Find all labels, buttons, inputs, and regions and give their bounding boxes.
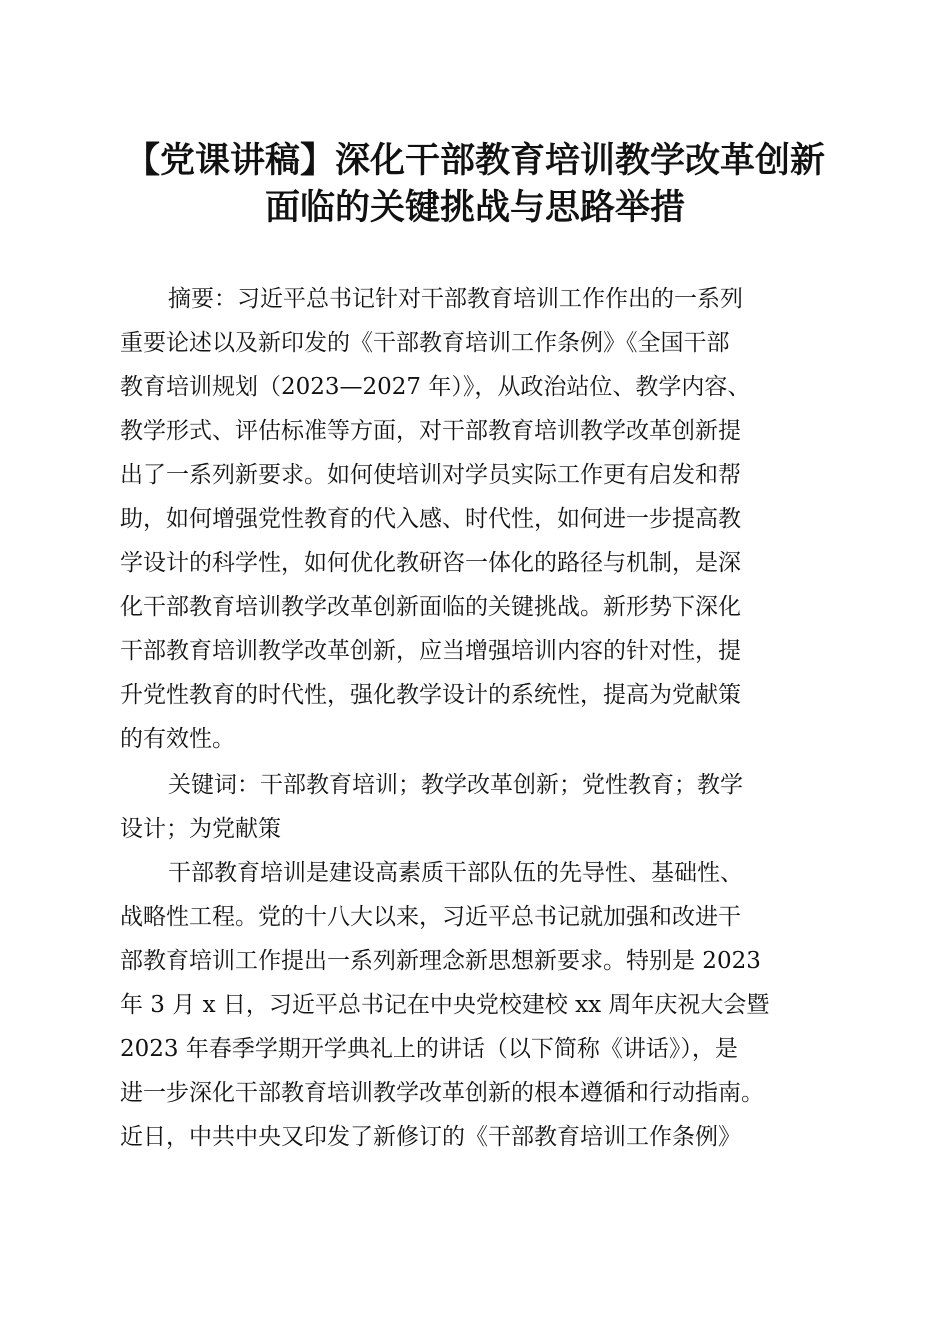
- abstract-line-3: 教育培训规划（2023—2027 年）》，从政治站位、教学内容、: [120, 374, 751, 400]
- paragraph-line-2: 战略性工程。党的十八大以来，习近平总书记就加强和改进干: [120, 904, 741, 930]
- paragraph-line-4: 年 3 月 x 日，习近平总书记在中央党校建校 xx 周年庆祝大会暨: [120, 992, 770, 1018]
- abstract-line-6: 助，如何增强党性教育的代入感、时代性，如何进一步提高教: [120, 506, 741, 532]
- abstract-line-10: 升党性教育的时代性，强化教学设计的系统性，提高为党献策: [120, 682, 741, 708]
- paragraph-line-5: 2023 年春季学期开学典礼上的讲话（以下简称《讲话》），是: [120, 1036, 738, 1062]
- document-title-line-1: 【党课讲稿】深化干部教育培训教学改革创新: [124, 140, 825, 181]
- abstract-line-7: 学设计的科学性，如何优化教研咨一体化的路径与机制，是深: [120, 550, 741, 576]
- abstract-line-5: 出了一系列新要求。如何使培训对学员实际工作更有启发和帮: [120, 462, 741, 488]
- paragraph-line-1: 干部教育培训是建设高素质干部队伍的先导性、基础性、: [168, 860, 743, 886]
- abstract-line-9: 干部教育培训教学改革创新，应当增强培训内容的针对性，提: [120, 638, 741, 664]
- abstract-line-4: 教学形式、评估标准等方面，对干部教育培训教学改革创新提: [120, 418, 741, 444]
- abstract-line-8: 化干部教育培训教学改革创新面临的关键挑战。新形势下深化: [120, 594, 741, 620]
- document-title-line-2: 面临的关键挑战与思路举措: [264, 187, 685, 228]
- document-body: [120, 278, 840, 1158]
- keywords-line-2: 设计；为党献策: [120, 816, 281, 842]
- keywords-line-1: 关键词：干部教育培训；教学改革创新；党性教育；教学: [168, 772, 743, 798]
- abstract-line-2: 重要论述以及新印发的《干部教育培训工作条例》《全国干部: [120, 330, 730, 356]
- paragraph-line-3: 部教育培训工作提出一系列新理念新思想新要求。特别是 2023: [120, 948, 761, 974]
- paragraph-line-6: 进一步深化干部教育培训教学改革创新的根本遵循和行动指南。: [120, 1080, 764, 1106]
- abstract-line-1: 摘要：习近平总书记针对干部教育培训工作作出的一系列: [168, 286, 743, 312]
- paragraph-line-7: 近日，中共中央又印发了新修订的《干部教育培训工作条例》: [120, 1124, 741, 1150]
- abstract-line-11: 的有效性。: [120, 726, 235, 752]
